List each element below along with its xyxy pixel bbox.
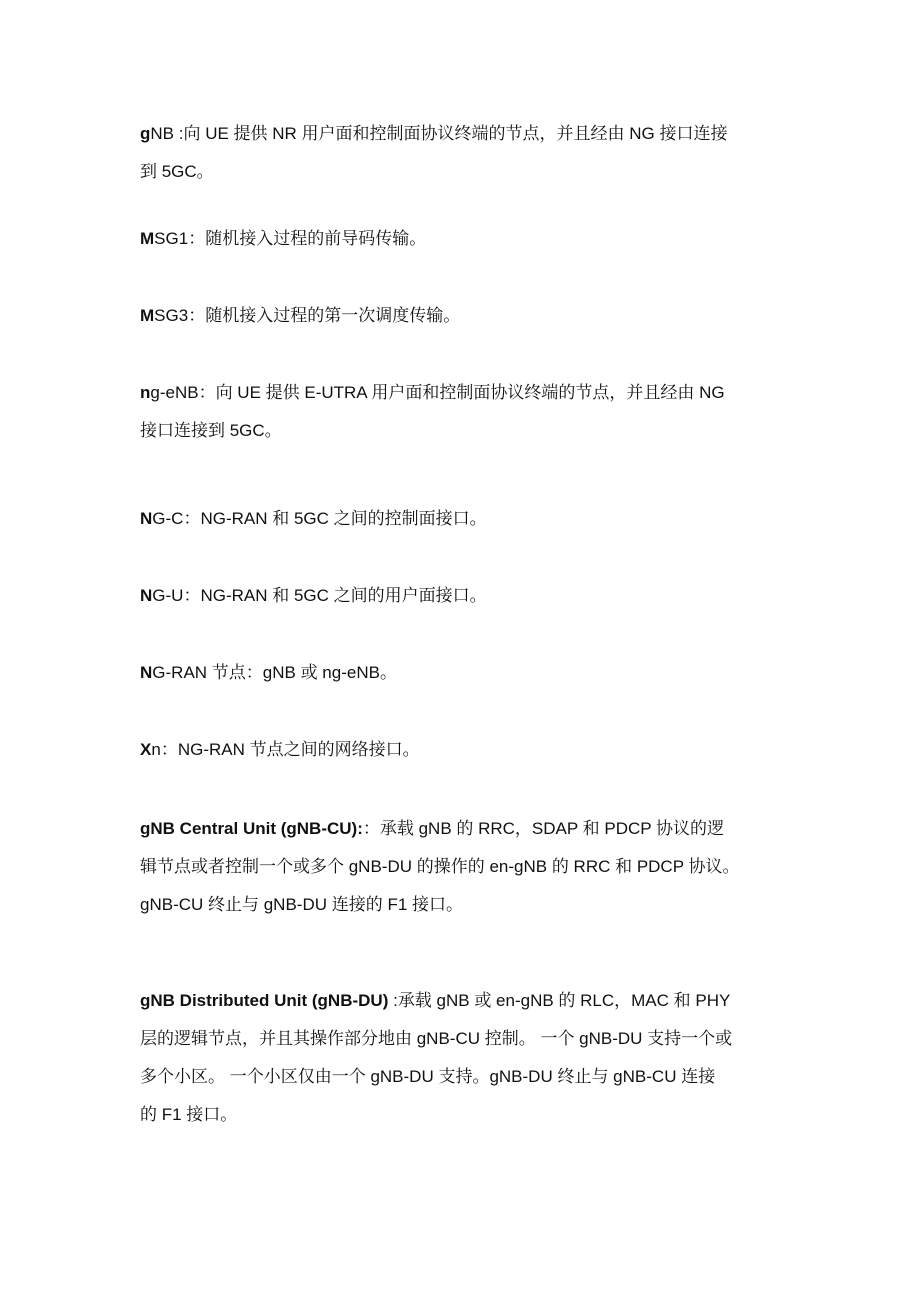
definition-text-line: 层的逻辑节点，并且其操作部分地由 gNB-CU 控制。 一个 gNB-DU 支持一个或: [140, 1029, 733, 1048]
definition-gnb-du: [140, 982, 790, 1134]
definition-text-line: 向 UE 提供 E-UTRA 用户面和控制面协议终端的节点，并且经由 NG: [215, 383, 725, 402]
definition-text-line: NG-RAN 和 5GC 之间的用户面接口。: [200, 586, 487, 605]
term-rest: G-U: [152, 586, 184, 605]
term-separator: ：: [183, 509, 201, 528]
definition-msg1: [140, 220, 790, 258]
term-lead-letter: M: [140, 229, 155, 248]
definition-text-line: 的 F1 接口。: [140, 1105, 238, 1124]
term-separator: ：: [160, 740, 178, 759]
term-full: gNB Central Unit (gNB-CU):: [140, 819, 363, 838]
term-rest: g-eNB: [150, 383, 199, 402]
definition-msg3: [140, 297, 790, 335]
term-lead-letter: n: [140, 383, 151, 402]
definition-text-line: 随机接入过程的前导码传输。: [205, 229, 427, 248]
definition-text-line: 随机接入过程的第一次调度传输。: [205, 306, 461, 325]
term-lead-letter: N: [140, 509, 153, 528]
definition-text-line: 多个小区。 一个小区仅由一个 gNB-DU 支持。gNB-DU 终止与 gNB-CU 连接: [140, 1067, 716, 1086]
definition-xn: [140, 731, 790, 769]
term-lead-letter: X: [140, 740, 152, 759]
term-separator: ：: [198, 383, 216, 402]
term-rest: SG1: [154, 229, 189, 248]
term-lead-letter: N: [140, 663, 153, 682]
definition-text-line: 到 5GC。: [140, 162, 214, 181]
term-separator: ：: [362, 819, 380, 838]
term-rest: G-C: [152, 509, 184, 528]
term-rest: NB: [150, 124, 175, 143]
definition-text-line: 接口连接到 5GC。: [140, 421, 282, 440]
definition-gnb-cu: [140, 810, 790, 924]
definition-text-line: 承载 gNB 或 en-gNB 的 RLC，MAC 和 PHY: [397, 991, 731, 1010]
definition-text-line: 向 UE 提供 NR 用户面和控制面协议终端的节点，并且经由 NG 接口连接: [183, 124, 728, 143]
definition-gnb: [140, 115, 790, 191]
term-lead-letter: M: [140, 306, 155, 325]
definition-ng-enb: [140, 374, 790, 450]
term-lead-letter: g: [140, 124, 151, 143]
definition-ng-ran-node: [140, 654, 790, 692]
definition-ng-u: [140, 577, 790, 615]
term-separator: ：: [245, 663, 263, 682]
term-separator: ：: [188, 306, 206, 325]
term-lead-letter: N: [140, 586, 153, 605]
definition-text-line: NG-RAN 和 5GC 之间的控制面接口。: [200, 509, 487, 528]
term-separator: :: [174, 124, 184, 143]
term-rest: SG3: [154, 306, 189, 325]
definition-text-line: gNB-CU 终止与 gNB-DU 连接的 F1 接口。: [140, 895, 464, 914]
term-rest: n: [151, 740, 161, 759]
term-separator: :: [388, 991, 398, 1010]
definition-ng-c: [140, 500, 790, 538]
term-full: gNB Distributed Unit (gNB-DU): [140, 991, 389, 1010]
term-rest: G-RAN 节点: [152, 663, 246, 682]
term-separator: ：: [183, 586, 201, 605]
term-separator: ：: [188, 229, 206, 248]
definition-text-line: 辑节点或者控制一个或多个 gNB-DU 的操作的 en-gNB 的 RRC 和 PDCP 协议。: [140, 857, 740, 876]
definition-text-line: NG-RAN 节点之间的网络接口。: [177, 740, 420, 759]
definition-text-line: gNB 或 ng-eNB。: [262, 663, 397, 682]
definition-text-line: 承载 gNB 的 RRC，SDAP 和 PDCP 协议的逻: [379, 819, 725, 838]
